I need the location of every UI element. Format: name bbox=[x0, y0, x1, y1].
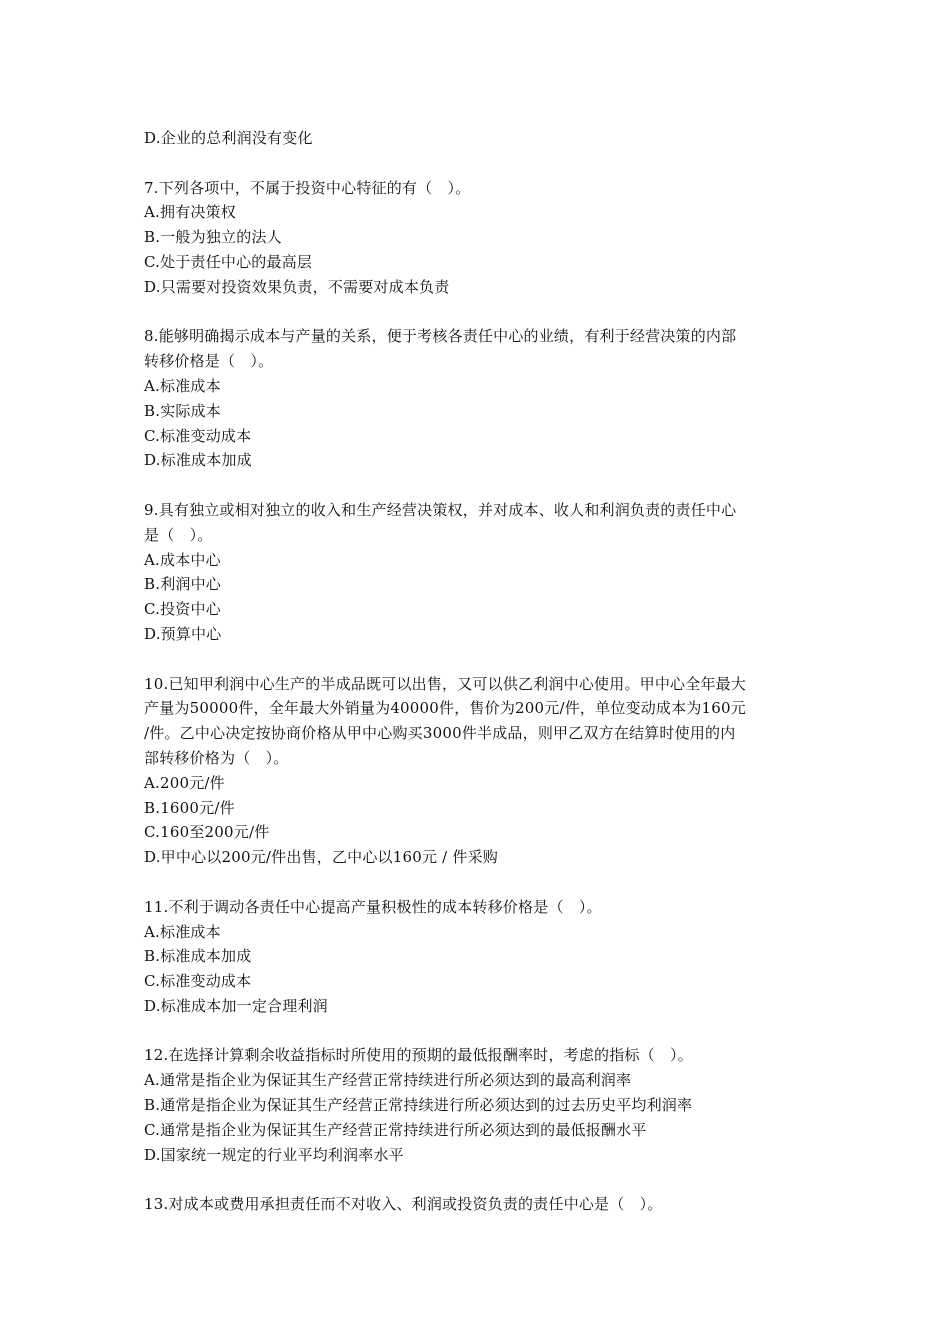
paragraph-gap bbox=[144, 151, 814, 176]
option-line: B.实际成本 bbox=[144, 401, 221, 420]
paragraph-gap bbox=[144, 1167, 814, 1192]
option-line: A.拥有决策权 bbox=[144, 203, 237, 222]
option-line: D.标准成本加一定合理利润 bbox=[144, 996, 328, 1015]
option-line: B.一般为独立的法人 bbox=[144, 228, 282, 247]
option-line: B.标准成本加成 bbox=[144, 947, 252, 966]
option-line: A.标准成本 bbox=[144, 376, 221, 395]
option-line: A.200元/件 bbox=[144, 773, 225, 792]
question-10-text-cont: 产量为50000件，全年最大外销量为40000件，售价为200元/件，单位变动成本为160元 bbox=[144, 699, 746, 718]
question-13-text: 13.对成本或费用承担责任而不对收入、利润或投资负责的责任中心是（ ）。 bbox=[144, 1195, 663, 1214]
option-line: B.通常是指企业为保证其生产经营正常持续进行所必须达到的过去历史平均利润率 bbox=[144, 1096, 693, 1115]
option-line: C.处于责任中心的最高层 bbox=[144, 252, 313, 271]
option-line: C.标准变动成本 bbox=[144, 426, 252, 445]
question-10-text-cont: 部转移价格为（ ）。 bbox=[144, 748, 289, 767]
paragraph-gap bbox=[144, 647, 814, 672]
option-line: D.国家统一规定的行业平均利润率水平 bbox=[144, 1145, 404, 1164]
option-line: C.160至200元/件 bbox=[144, 823, 270, 842]
option-line: B.利润中心 bbox=[144, 575, 221, 594]
question-12-text: 12.在选择计算剩余收益指标时所使用的预期的最低报酬率时，考虑的指标（ ）。 bbox=[144, 1046, 693, 1065]
paragraph-gap bbox=[144, 473, 814, 498]
question-9-text-cont: 是（ ）。 bbox=[144, 525, 213, 544]
question-9-text: 9.具有独立或相对独立的收入和生产经营决策权，并对成本、收人和利润负责的责任中心 bbox=[144, 500, 737, 519]
question-10-text: 10.已知甲利润中心生产的半成品既可以出售，又可以供乙利润中心使用。甲中心全年最大 bbox=[144, 674, 747, 693]
paragraph-gap bbox=[144, 870, 814, 895]
option-line: C.通常是指企业为保证其生产经营正常持续进行所必须达到的最低报酬水平 bbox=[144, 1120, 647, 1139]
question-7-text: 7.下列各项中，不属于投资中心特征的有（ ）。 bbox=[144, 178, 471, 197]
option-line: D.预算中心 bbox=[144, 624, 222, 643]
document-body bbox=[144, 126, 814, 1217]
option-line: A.通常是指企业为保证其生产经营正常持续进行所必须达到的最高利润率 bbox=[144, 1071, 632, 1090]
question-8-text-cont: 转移价格是（ ）。 bbox=[144, 352, 274, 371]
option-line: B.1600元/件 bbox=[144, 798, 235, 817]
paragraph-gap bbox=[144, 300, 814, 325]
option-line: C.标准变动成本 bbox=[144, 972, 252, 991]
question-11-text: 11.不利于调动各责任中心提高产量积极性的成本转移价格是（ ）。 bbox=[144, 897, 602, 916]
option-line: D.甲中心以200元/件出售，乙中心以160元 / 件采购 bbox=[144, 848, 498, 867]
option-line: A.成本中心 bbox=[144, 550, 221, 569]
option-line: C.投资中心 bbox=[144, 600, 221, 619]
option-line: A.标准成本 bbox=[144, 922, 221, 941]
option-line: D.企业的总利润没有变化 bbox=[144, 129, 313, 147]
option-line: D.只需要对投资效果负责，不需要对成本负责 bbox=[144, 277, 450, 296]
question-8-text: 8.能够明确揭示成本与产量的关系，便于考核各责任中心的业绩，有利于经营决策的内部 bbox=[144, 327, 737, 346]
question-10-text-cont: /件。乙中心决定按协商价格从甲中心购买3000件半成品，则甲乙双方在结算时使用的内 bbox=[144, 724, 736, 743]
paragraph-gap bbox=[144, 1019, 814, 1044]
option-line: D.标准成本加成 bbox=[144, 451, 252, 470]
